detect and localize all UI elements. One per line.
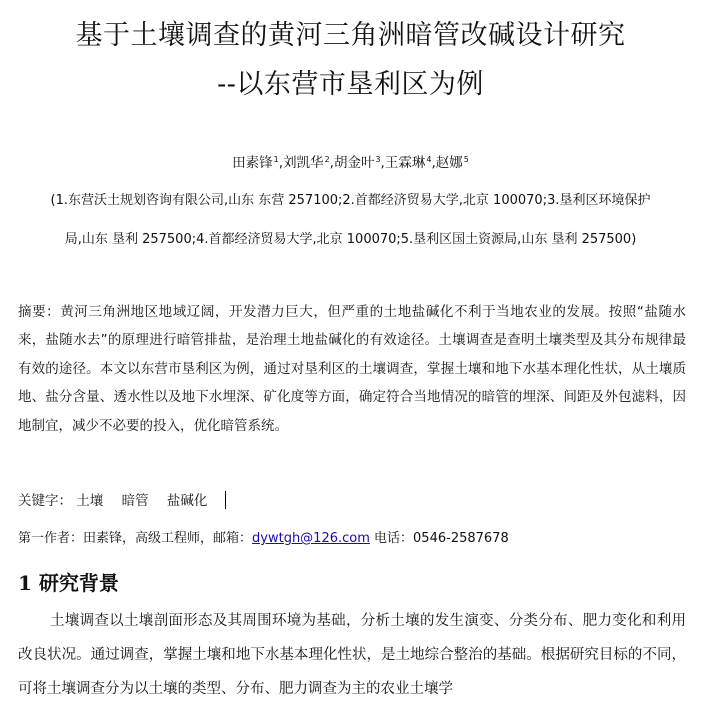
author-name: 王霖琳 (384, 155, 426, 171)
author-name: 刘凯华 (283, 155, 324, 171)
author-name: 赵娜 (435, 155, 463, 171)
keywords-label: 关键字： (18, 493, 72, 509)
contact-phone: 电话：0546-2587678 (369, 531, 509, 546)
author-name: 田素锋 (232, 155, 273, 171)
affiliations-line-2: 局,山东 垦利 257500;4.首都经济贸易大学,北京 100070;5.垦利区国土资源局,山东 垦利 257500) (64, 232, 637, 247)
author-affil-number: 2 (324, 155, 330, 164)
keyword: 盐碱化 (166, 493, 208, 509)
author-contact (18, 527, 509, 546)
abstract-label: 摘要： (18, 304, 61, 320)
section-body: 土壤调查以土壤剖面形态及其周围环境为基础，分析土壤的发生演变、分类分布、肥力变化和利用改良状况。通过调查，掌握土壤和地下水基本理化性状，是土地综合整治的基础。根据研究目标的不同，可将土壤调查分为以土壤的类型、分布、肥力调查为主的农业土壤学 (18, 613, 686, 697)
section-heading: 1 研究背景 (18, 571, 119, 595)
contact-prefix: 第一作者：田素锋，高级工程师，邮箱： (18, 531, 253, 546)
keyword: 土壤 (76, 493, 104, 509)
abstract (18, 298, 686, 440)
author-affil-number: 5 (463, 155, 469, 164)
abstract-text: 黄河三角洲地区地域辽阔，开发潜力巨大，但严重的土地盐碱化不利于当地农业的发展。按照“盐随水来，盐随水去”的原理进行暗管排盐，是治理土地盐碱化的有效途径。土壤调查是查明土壤类型及其分布规律最有效的途径。本文以东营市垦利区为例，通过对垦利区的土壤调查，掌握土壤和地下水基本理化性状，从土壤质地、盐分含量、透水性以及地下水埋深、矿化度等方面，确定符合当地情况的暗管的埋深、间距及外包滤料，因地制宜，减少不必要的投入，优化暗管系统。 (18, 304, 687, 434)
text-cursor (225, 491, 226, 509)
paper-title: 基于土壤调查的黄河三角洲暗管改碱设计研究 (75, 20, 626, 51)
author-affil-number: 4 (426, 155, 432, 164)
paper-subtitle: --以东营市垦利区为例 (217, 69, 484, 100)
author-name: 胡金叶 (333, 155, 375, 171)
affiliations-line-1: (1.东营沃土规划咨询有限公司,山东 东营 257100;2.首都经济贸易大学,北京 100070;3.垦利区环境保护 (50, 193, 651, 208)
keywords (18, 489, 226, 509)
email-link[interactable]: dywtgh@126.com (252, 531, 370, 546)
author-affil-number: 3 (375, 155, 381, 164)
author-list: 田素锋$^1$,刘凯华$^2$,胡金叶$^3$,王霖琳$^4$,赵娜$^5$ (232, 155, 469, 171)
author-affil-number: 1 (273, 155, 279, 164)
keyword: 暗管 (121, 493, 149, 509)
